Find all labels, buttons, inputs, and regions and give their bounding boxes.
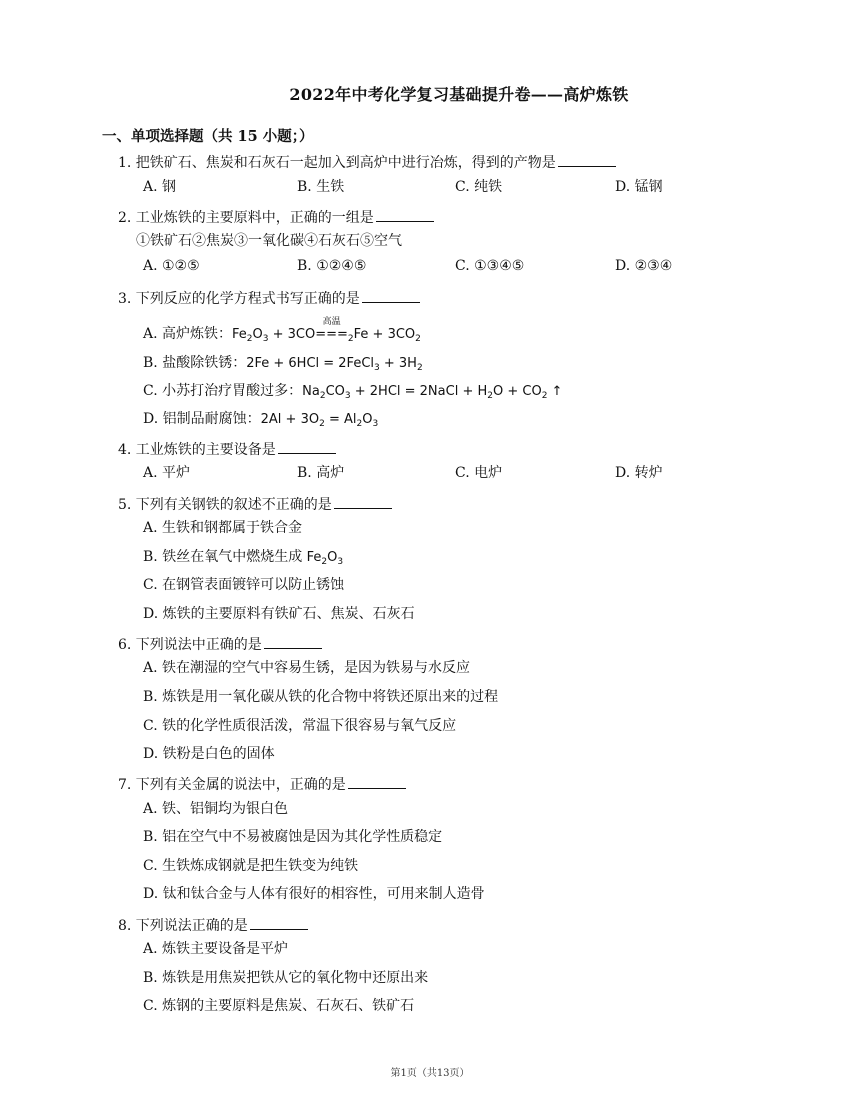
option-c[interactable]: C. 在钢管表面镀锌可以防止锈蚀 — [143, 577, 345, 593]
question-stem: 4. 工业炼铁的主要设备是 — [118, 439, 336, 460]
question-sub: ①铁矿石②焦炭③一氧化碳④石灰石⑤空气 — [136, 233, 402, 249]
option-a[interactable]: A. 铁、铝铜均为银白色 — [143, 801, 289, 817]
answer-blank[interactable] — [250, 915, 308, 930]
option-b[interactable]: B. 铁丝在氧气中燃烧生成 $Fe_2O_3$ — [143, 549, 344, 567]
answer-blank[interactable] — [334, 494, 392, 509]
option-b[interactable]: B. 高炉 — [297, 465, 345, 481]
option-d[interactable]: D. 锰钢 — [615, 179, 663, 195]
question-stem: 8. 下列说法正确的是 — [118, 915, 308, 936]
option-c[interactable]: C. 炼钢的主要原料是焦炭、石灰石、铁矿石 — [143, 998, 415, 1014]
answer-blank[interactable] — [362, 288, 420, 303]
question-stem: 7. 下列有关金属的说法中，正确的是 — [118, 774, 406, 795]
option-c[interactable]: C. ①③④⑤ — [455, 258, 525, 274]
option-c[interactable]: C. 电炉 — [455, 465, 503, 481]
option-d[interactable]: D. 铝制品耐腐蚀：$2Al + 3O_2 = Al_2O_3$ — [143, 411, 379, 429]
option-c[interactable]: C. 纯铁 — [455, 179, 503, 195]
condition-label: 高温 — [322, 317, 341, 327]
question-stem: 6. 下列说法中正确的是 — [118, 634, 322, 655]
option-a[interactable]: A. 平炉 — [143, 465, 191, 481]
section-header: 一、单项选择题（共 15 小题；） — [102, 128, 314, 145]
option-c[interactable]: C. 小苏打治疗胃酸过多：$Na_2CO_3 + 2HCl$ = 2NaCl + $H_2O + CO_2$ ↑ — [143, 383, 563, 401]
option-b[interactable]: B. 炼铁是用焦炭把铁从它的氧化物中还原出来 — [143, 970, 429, 986]
option-b[interactable]: B. 炼铁是用一氧化碳从铁的化合物中将铁还原出来的过程 — [143, 689, 499, 705]
question-stem: 1. 把铁矿石、焦炭和石灰石一起加入到高炉中进行冶炼，得到的产物是 — [118, 152, 616, 173]
option-d[interactable]: D. ②③④ — [615, 258, 673, 274]
option-a[interactable]: A. ①②⑤ — [143, 258, 200, 274]
option-d[interactable]: D. 钛和钛合金与人体有很好的相容性，可用来制人造骨 — [143, 886, 485, 902]
option-a[interactable]: A. 铁在潮湿的空气中容易生锈，是因为铁易与水反应 — [143, 660, 471, 676]
option-d[interactable]: D. 转炉 — [615, 465, 663, 481]
option-a[interactable]: A. 生铁和钢都属于铁合金 — [143, 520, 303, 536]
option-b[interactable]: B. ①②④⑤ — [297, 258, 367, 274]
option-b[interactable]: B. 盐酸除铁锈：2Fe + 6HCl = 2FeCl$_3$ + $3H_2$ — [143, 355, 423, 373]
answer-blank[interactable] — [264, 634, 322, 649]
option-c[interactable]: C. 生铁炼成钢就是把生铁变为纯铁 — [143, 858, 359, 874]
question-stem: 3. 下列反应的化学方程式书写正确的是 — [118, 288, 420, 309]
page-title: 2022年中考化学复习基础提升卷——高炉炼铁 — [289, 85, 629, 104]
answer-blank[interactable] — [558, 152, 616, 167]
question-stem: 5. 下列有关钢铁的叙述不正确的是 — [118, 494, 392, 515]
answer-blank[interactable] — [348, 774, 406, 789]
page-footer: 第1页（共13页） — [390, 1068, 470, 1079]
answer-blank[interactable] — [376, 207, 434, 222]
option-a[interactable]: A. 炼铁主要设备是平炉 — [143, 941, 289, 957]
option-a[interactable]: A. 高炉炼铁：$Fe_2O_3 + 3CO$ 高温 $===_2Fe + 3CO_2$ — [143, 324, 421, 345]
question-stem: 2. 工业炼铁的主要原料中，正确的一组是 — [118, 207, 434, 228]
option-a[interactable]: A. 钢 — [143, 179, 177, 195]
option-d[interactable]: D. 炼铁的主要原料有铁矿石、焦炭、石灰石 — [143, 606, 415, 622]
option-b[interactable]: B. 生铁 — [297, 179, 345, 195]
option-d[interactable]: D. 铁粉是白色的固体 — [143, 746, 275, 762]
option-c[interactable]: C. 铁的化学性质很活泼，常温下很容易与氧气反应 — [143, 718, 457, 734]
answer-blank[interactable] — [278, 439, 336, 454]
option-b[interactable]: B. 铝在空气中不易被腐蚀是因为其化学性质稳定 — [143, 829, 443, 845]
